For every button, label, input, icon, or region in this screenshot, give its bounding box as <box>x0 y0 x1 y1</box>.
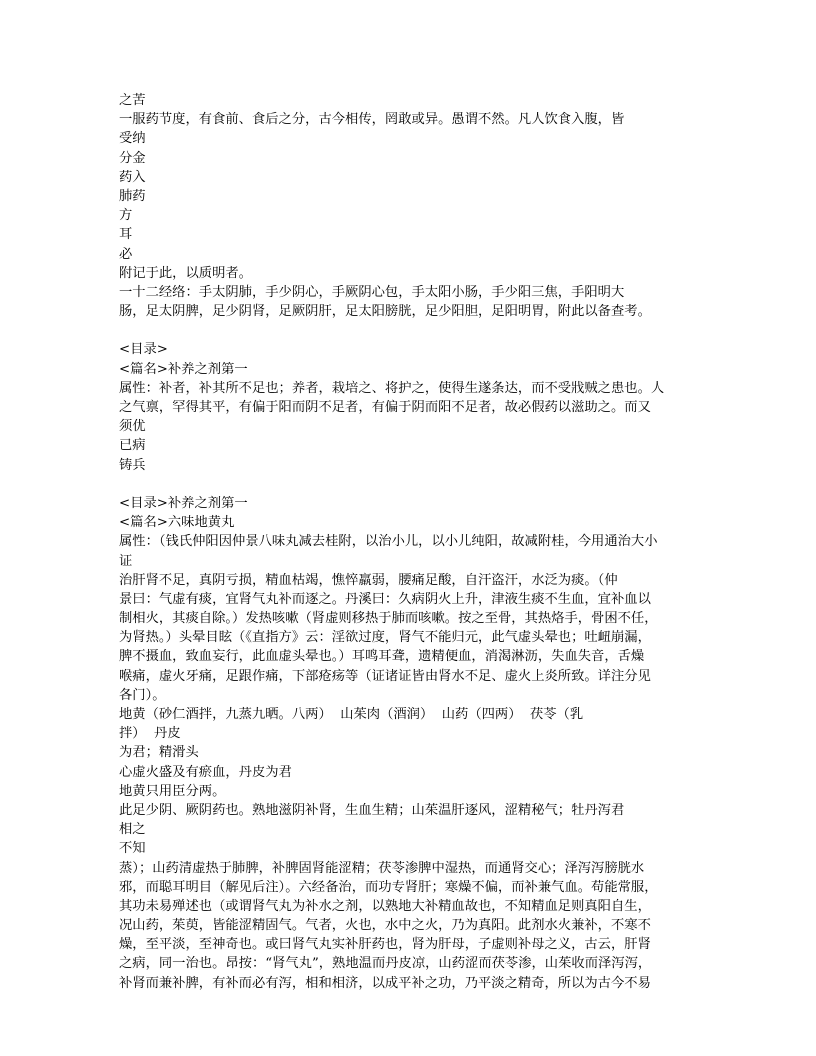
text-line: 之病，同一治也。昂按：“肾气丸”，熟地温而丹皮凉，山药涩而茯苓渗，山茱收而泽泻泻， <box>119 956 652 972</box>
text-line: 制相火，其痰自除。）发热咳嗽（肾虚则移热于肺而咳嗽。按之至骨，其热烙手，骨困不任， <box>119 611 658 627</box>
text-line: 蒸）；山药清虚热于肺脾，补脾固肾能涩精；茯苓渗脾中湿热，而通肾交心；泽泻泻膀胱水 <box>119 860 645 876</box>
text-line: 须优 <box>119 419 146 435</box>
text-line: 邪，而聪耳明目（解见后注）。六经备治，而功专肾肝；寒燥不偏，而补兼气血。苟能常服， <box>119 879 658 895</box>
text-line: 心虚火盛及有瘀血，丹皮为君 <box>119 764 292 780</box>
text-line: 方 <box>119 208 133 224</box>
text-line: 况山药，茱萸，皆能涩精固气。气者，火也，水中之火，乃为真阳。此剂水火兼补，不寒不 <box>119 918 651 934</box>
text-line: 属性：（钱氏仲阳因仲景八味丸减去桂附，以治小儿，以小儿纯阳，故减附桂，今用通治大小 <box>119 534 658 550</box>
text-line: 此足少阴、厥阴药也。熟地滋阴补肾，生血生精；山茱温肝逐风，涩精秘气；牡丹泻君 <box>119 802 625 818</box>
text-line: 必 <box>119 246 133 262</box>
text-line: 铸兵 <box>119 457 146 473</box>
text-line: 药入 <box>119 169 146 185</box>
paragraph-spacer <box>119 321 699 340</box>
text-line: 证 <box>119 553 133 569</box>
toc-marker: <目录>补养之剂第一 <box>119 495 248 511</box>
text-line: 不知 <box>119 841 146 857</box>
ingredients-line: 拌） 丹皮 <box>119 726 181 742</box>
chapter-title: <篇名>六味地黄丸 <box>119 515 235 531</box>
text-line: 之苦 <box>119 93 146 108</box>
text-line: 受纳 <box>119 131 146 147</box>
document-page <box>119 91 699 993</box>
text-line: 肠，足太阴脾，足少阴肾，足厥阴肝，足太阳膀胱，足少阳胆，足阳明胃，附此以备查考。 <box>119 304 651 320</box>
chapter-title: <篇名>补养之剂第一 <box>119 361 248 377</box>
text-line: 其功未易殚述也（或谓肾气丸为补水之剂，以熟地大补精血故也，不知精血足则真阳自生， <box>119 898 651 914</box>
text-line: 景曰：气虚有痰，宜肾气丸补而逐之。丹溪曰：久病阴火上升，津液生痰不生血，宜补血以 <box>119 591 651 607</box>
intro-section <box>119 91 699 321</box>
text-line: 地黄只用臣分两。 <box>119 783 226 799</box>
text-line: 一服药节度，有食前、食后之分，古今相传，罔敢或异。愚谓不然。凡人饮食入腹，皆 <box>119 112 625 128</box>
text-line: 分金 <box>119 150 146 166</box>
text-line: 各门）。 <box>119 687 166 703</box>
text-line: 之气禀，罕得其平，有偏于阳而阴不足者，有偏于阴而阳不足者，故必假药以滋助之。而又 <box>119 400 651 415</box>
text-line: 属性：补者，补其所不足也；养者，栽培之、将护之，使得生遂条达，而不受戕贼之患也。人 <box>119 380 665 396</box>
toc-marker: <目录> <box>119 342 168 358</box>
text-line: 耳 <box>119 227 133 243</box>
text-line: 治肝肾不足，真阴亏损，精血枯竭，憔悴羸弱，腰痛足酸，自汗盗汗，水泛为痰。（仲 <box>119 572 618 588</box>
text-line: 为肾热。）头晕目眩（《直指方》云：淫欲过度，肾气不能归元，此气虚头晕也；吐衄崩漏， <box>119 630 651 646</box>
text-line: 已病 <box>119 438 146 454</box>
text-line: 脾不摄血，致血妄行，此血虚头晕也。）耳鸣耳聋，遗精便血，消渴淋沥，失血失音，舌燥 <box>119 649 645 665</box>
paragraph-spacer <box>119 475 699 494</box>
ingredients-line: 地黄（砂仁酒拌，九蒸九晒。八两） 山茱肉（酒润） 山药（四两） 茯苓（乳 <box>119 707 584 722</box>
text-line: 补肾而兼补脾，有补而必有泻，相和相济，以成平补之功，乃平淡之精奇，所以为古今不易 <box>119 975 651 991</box>
text-line: 附记于此，以质明者。 <box>119 265 252 281</box>
text-line: 喉痛，虚火牙痛，足跟作痛，下部疮疡等（证诸证皆由肾水不足、虚火上炎所致。详注分见 <box>119 668 651 684</box>
text-line: 一十二经络：手太阴肺，手少阴心，手厥阴心包，手太阳小肠，手少阳三焦，手阳明大 <box>119 284 625 300</box>
bu-yang-section <box>119 340 699 474</box>
text-line: 燥，至平淡，至神奇也。或曰肾气丸实补肝药也，肾为肝母，子虚则补母之义，古云，肝肾 <box>119 937 651 953</box>
liu-wei-section <box>119 494 699 993</box>
text-line: 为君；精滑头 <box>119 745 199 761</box>
text-line: 肺药 <box>119 188 146 204</box>
text-line: 相之 <box>119 822 146 838</box>
